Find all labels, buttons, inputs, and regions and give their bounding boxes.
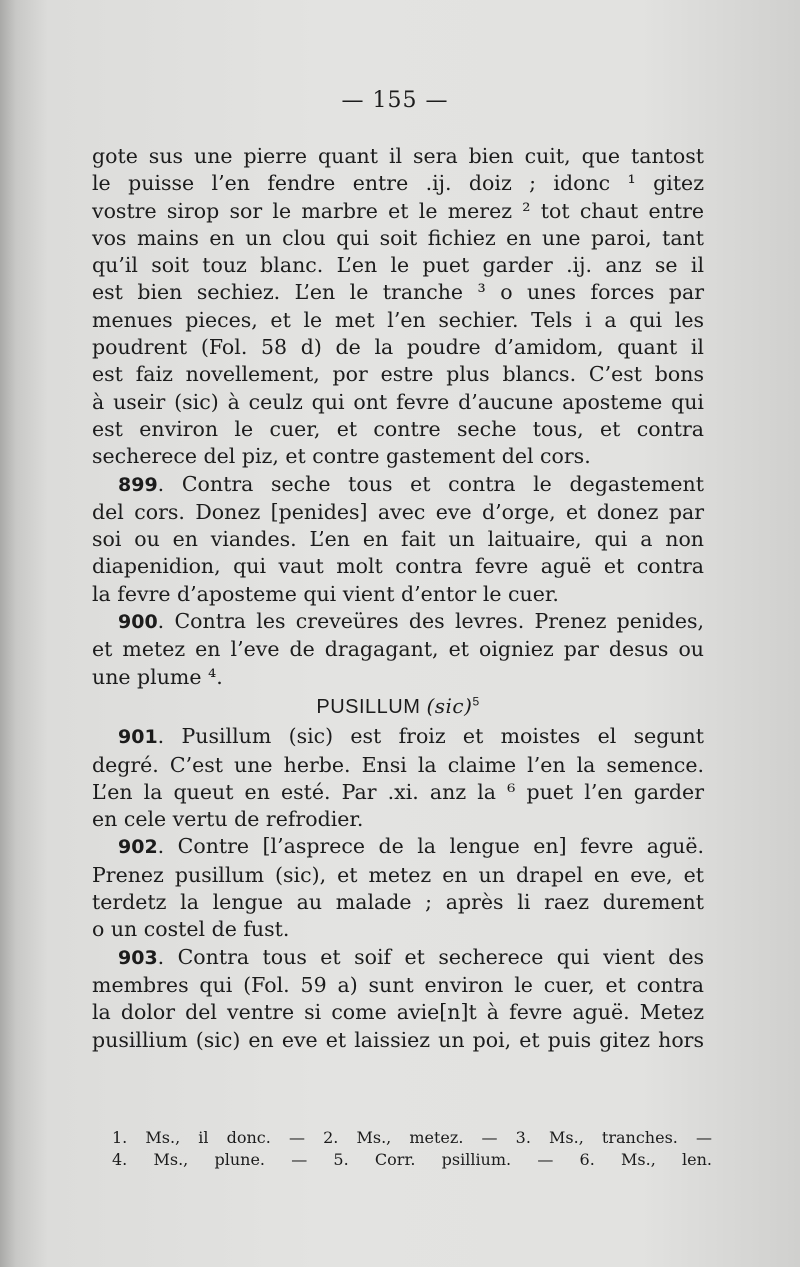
text-line: pusillium (sic) en eve et laissiez un poi, et puis gitez hors	[92, 1027, 704, 1052]
text-line: menues pieces, et le met l’en sechier. Tels i a qui les	[92, 307, 704, 332]
text-line: une plume ⁴.	[92, 664, 223, 689]
text-line: secherece del piz, et contre gastement del cors.	[92, 444, 591, 469]
text-line: . Pusillum (sic) est froiz et moistes el segunt	[157, 724, 704, 749]
text-line: en cele vertu de refrodier.	[92, 807, 364, 832]
text-line: . Contra les creveüres des levres. Prenez penides,	[157, 609, 704, 634]
heading-title: PUSILLUM	[316, 695, 421, 718]
text-line: diapenidion, qui vaut molt contra fevre aguë et contra	[92, 554, 704, 579]
paragraph-number: 903	[118, 946, 158, 969]
text-line: terdetz la lengue au malade ; après li raez durement	[92, 890, 704, 915]
text-line: est bien sechiez. L’en le tranche ³ o unes forces par	[92, 280, 704, 305]
text-line: la fevre d’aposteme qui vient d’entor le cuer.	[92, 581, 559, 606]
text-line: gote sus une pierre quant il sera bien cuit, que tantost	[92, 144, 704, 168]
text-line: . Contra tous et soif et secherece qui vient des	[157, 944, 704, 969]
text-line: poudrent (Fol. 58 d) de la poudre d’amidom, quant il	[92, 335, 704, 360]
text-line: . Contra seche tous et contra le degastement	[157, 471, 704, 496]
text-line: degré. C’est une herbe. Ensi la claime l’en la semence.	[92, 752, 704, 777]
text-line: . Contre [l’asprece de la lengue en] fevre aguë.	[157, 834, 704, 859]
paragraph-903-first-line	[92, 944, 704, 972]
text-line: à useir (sic) à ceulz qui ont fevre d’aucune aposteme qui	[92, 389, 704, 414]
footnotes	[112, 1127, 712, 1171]
footnote-line: 1. Ms., il donc. — 2. Ms., metez. — 3. Ms., tranches. —	[112, 1128, 712, 1147]
text-line: L’en la queut en esté. Par .xi. anz la ⁶ puet l’en garder	[92, 779, 704, 804]
paragraph-number: 899	[118, 473, 158, 496]
paragraph-902-first-line	[92, 833, 704, 861]
text-line: la dolor del ventre si come avie[n]t à fevre aguë. Metez	[92, 1000, 704, 1025]
paragraph-901-first-line	[92, 723, 704, 751]
text-line: qu’il soit touz blanc. L’en le puet garder .ij. anz se il	[92, 253, 704, 278]
text-line: vostre sirop sor le marbre et le merez ² tot chaut entre	[92, 198, 704, 223]
text-line: vos mains en un clou qui soit fichiez en une paroi, tant	[92, 225, 704, 250]
paragraph-number: 900	[118, 611, 158, 634]
text-line: le puisse l’en fendre entre .ij. doiz ; idonc ¹ gitez	[92, 171, 704, 196]
heading-sic: (sic)	[426, 693, 473, 718]
page-number: — 155 —	[341, 88, 449, 113]
text-line: est environ le cuer, et contre seche tous, et contra	[92, 416, 704, 441]
text-line: o un costel de fust.	[92, 917, 290, 942]
paragraph-899-first-line	[92, 471, 704, 499]
footnote-line: 4. Ms., plune. — 5. Corr. psillium. — 6. Ms., len.	[112, 1150, 712, 1169]
body-text	[92, 143, 704, 1054]
paragraph-number: 901	[118, 726, 158, 749]
text-line: membres qui (Fol. 59 a) sunt environ le cuer, et contra	[92, 972, 704, 997]
paragraph-number: 902	[118, 836, 158, 859]
text-line: est faiz novellement, por estre plus blancs. C’est bons	[92, 362, 704, 387]
text-line: soi ou en viandes. L’en en fait un laituaire, qui a non	[92, 527, 704, 552]
text-line: del cors. Donez [penides] avec eve d’orge, et donez par	[92, 499, 704, 524]
text-line: Prenez pusillum (sic), et metez en un drapel en eve, et	[92, 862, 704, 887]
text-line: et metez en l’eve de dragagant, et oigniez par desus ou	[92, 637, 704, 662]
section-heading	[92, 693, 704, 721]
paragraph-900-first-line	[92, 608, 704, 636]
footnote-ref: 5	[472, 694, 480, 709]
